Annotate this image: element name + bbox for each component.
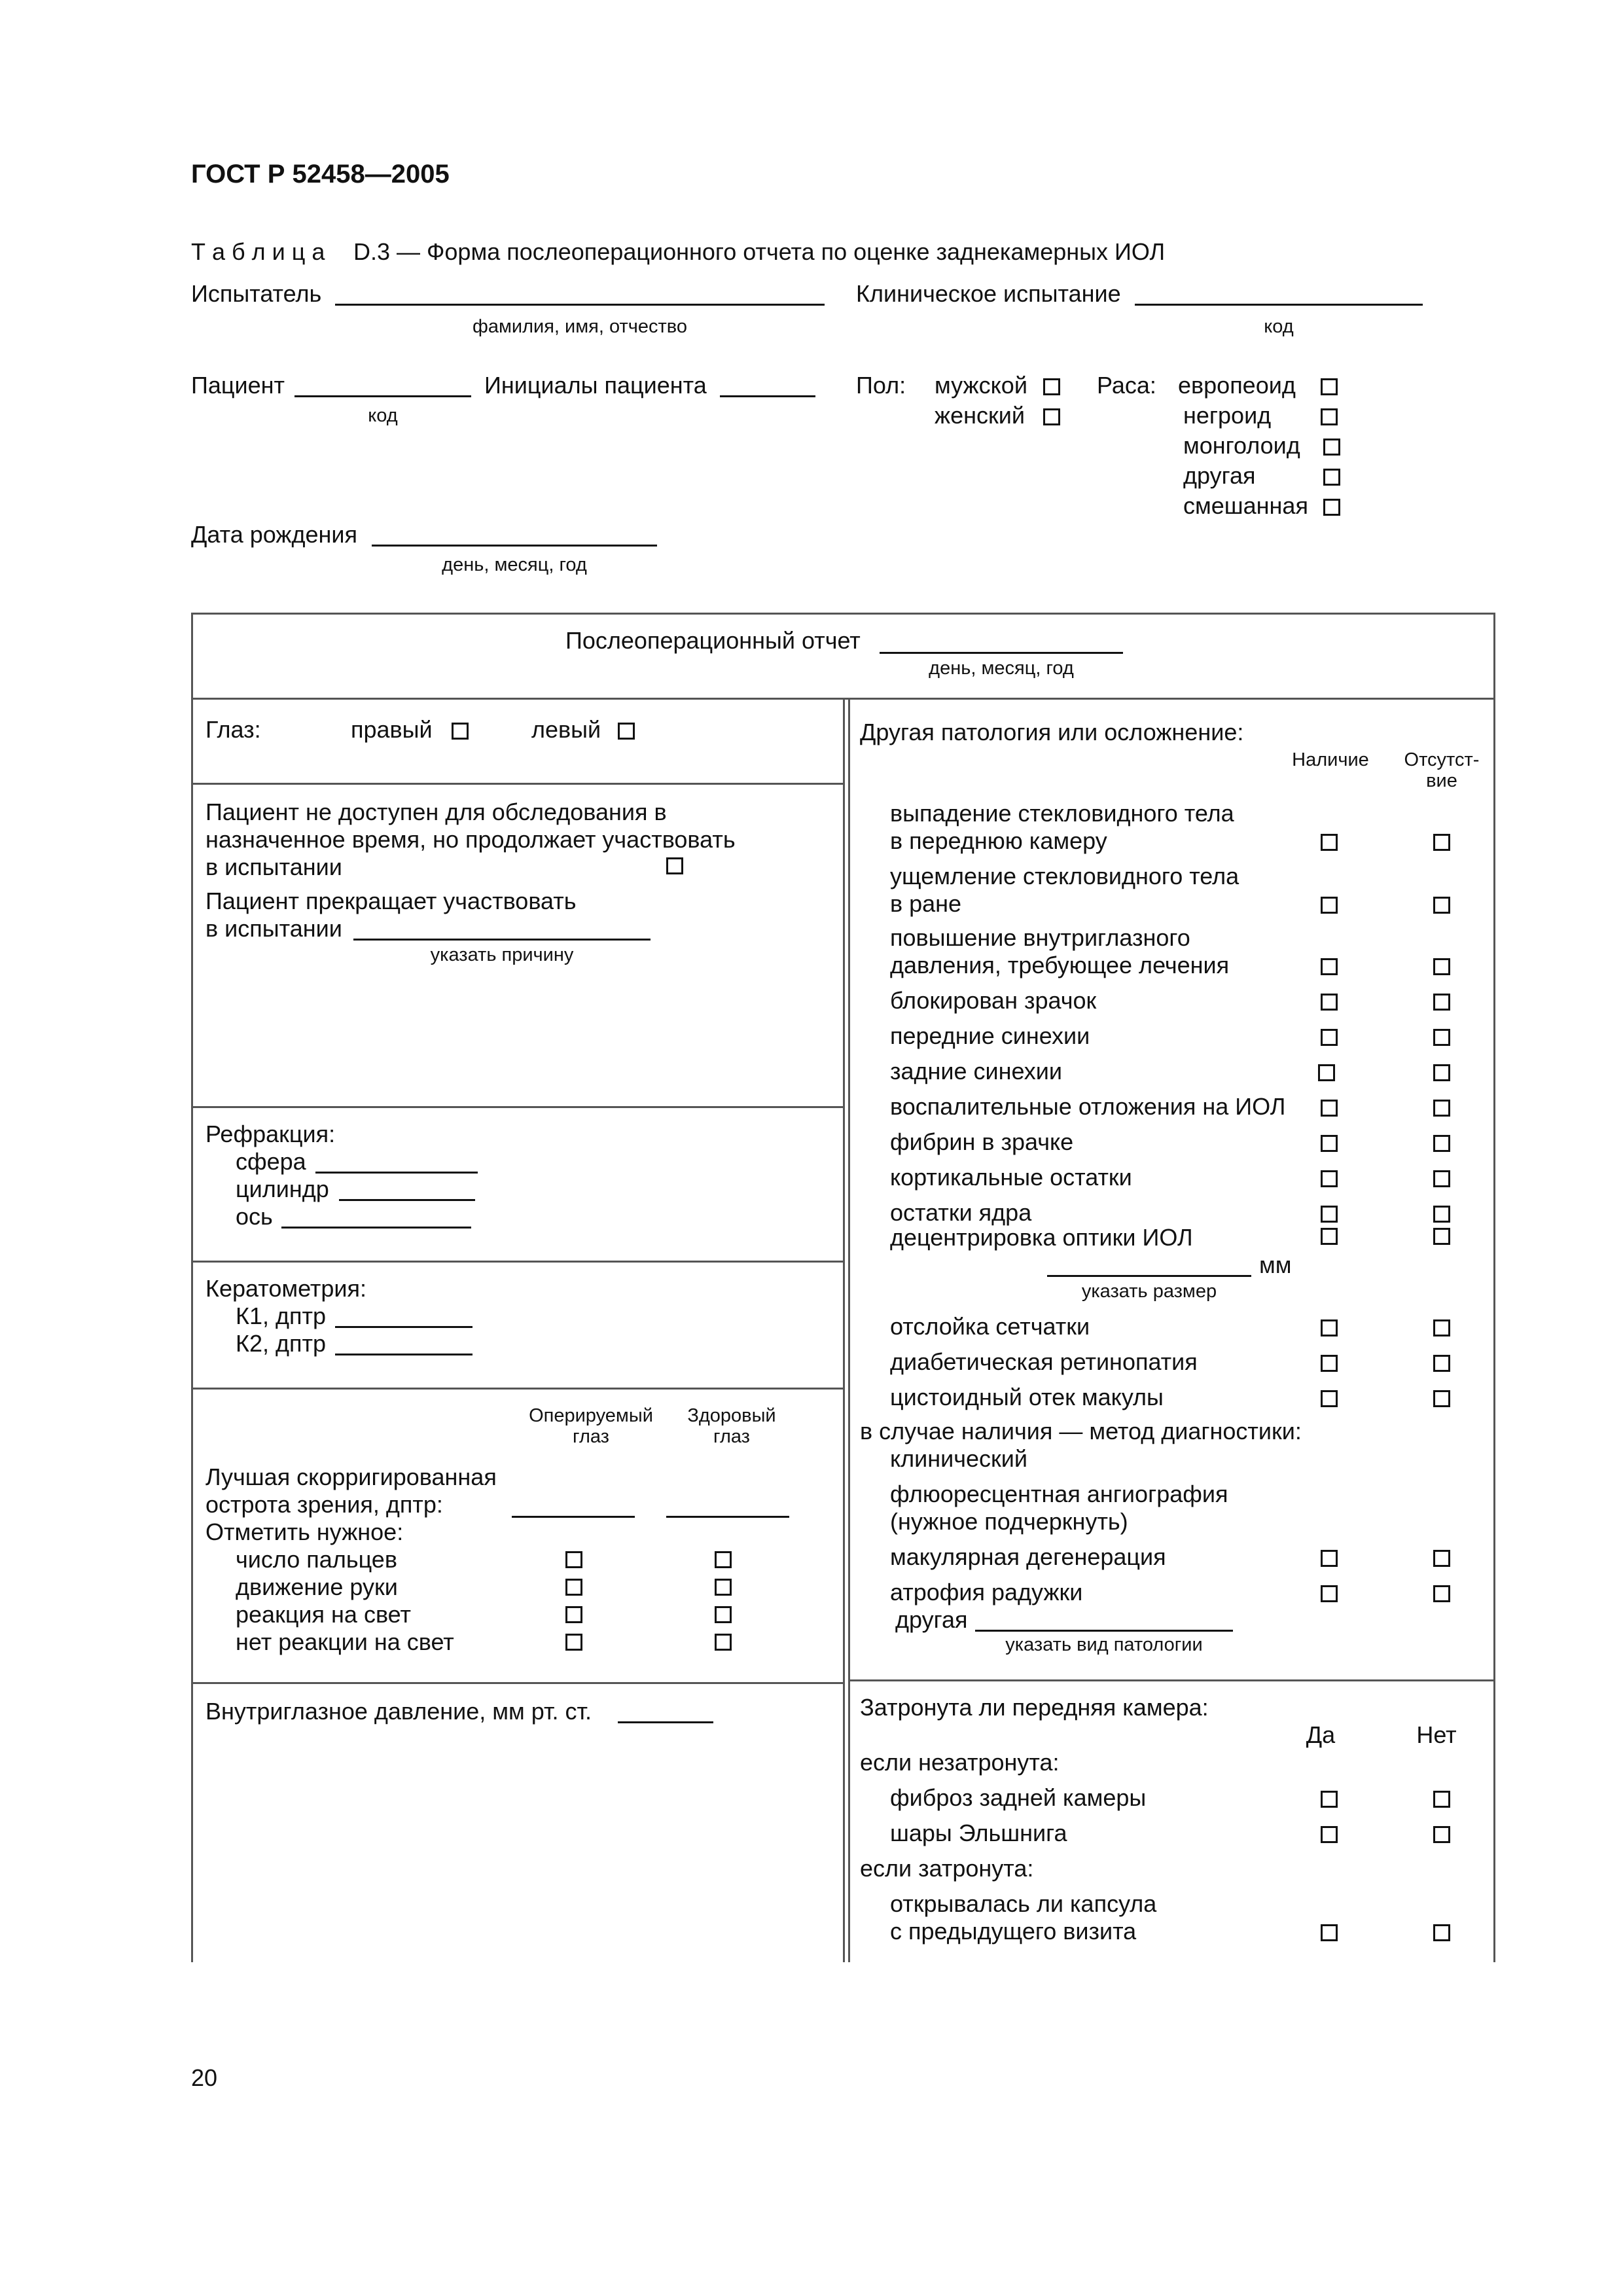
pathology-item-label: блокирован зрачок [890, 987, 1097, 1014]
present-checkbox[interactable] [1318, 1064, 1335, 1081]
acuity-healthy-checkbox[interactable] [715, 1551, 732, 1568]
absent-checkbox[interactable] [1433, 1206, 1450, 1223]
iop-label: Внутриглазное давление, мм рт. ст. [205, 1698, 592, 1725]
present-checkbox[interactable] [1321, 1355, 1338, 1372]
tester-name-field[interactable] [335, 304, 825, 306]
pathology-item-label: передние синехии [890, 1022, 1090, 1049]
healthy-eye-header: глаз [713, 1426, 750, 1447]
acuity-operated-checkbox[interactable] [565, 1579, 582, 1596]
keratometry-label: Кератометрия: [205, 1275, 367, 1302]
chamber-label: Затронута ли передняя камера: [860, 1694, 1209, 1721]
table-border-left [191, 613, 193, 1962]
chamber-item-label: открывалась ли капсула [890, 1890, 1157, 1917]
section-divider [191, 1106, 844, 1108]
diagnostics-option[interactable]: флюоресцентная ангиография [890, 1480, 1228, 1507]
absent-checkbox[interactable] [1433, 1170, 1450, 1187]
acuity-operated-checkbox[interactable] [565, 1606, 582, 1623]
affected-label: если затронута: [860, 1855, 1034, 1882]
acuity-healthy-checkbox[interactable] [715, 1579, 732, 1596]
absent-checkbox[interactable] [1433, 1355, 1450, 1372]
report-label: Послеоперационный отчет [565, 627, 861, 654]
other-pathology-field[interactable] [975, 1630, 1233, 1632]
availability-text: назначенное время, но продолжает участвовать [205, 826, 736, 853]
present-checkbox[interactable] [1321, 1029, 1338, 1046]
report-date-field[interactable] [880, 652, 1123, 654]
absent-checkbox[interactable] [1433, 1319, 1450, 1336]
race-checkbox[interactable] [1323, 469, 1340, 486]
table-border-right [1493, 613, 1495, 1962]
mm-unit: мм [1259, 1251, 1292, 1278]
patient-hint: код [368, 405, 398, 426]
k1-field[interactable] [335, 1326, 473, 1328]
standard-number: ГОСТ Р 52458—2005 [191, 160, 450, 188]
eye-left-label: левый [531, 716, 601, 743]
sex-label: Пол: [856, 372, 906, 399]
acuity-option-label: нет реакции на свет [236, 1628, 454, 1655]
k1-label: К1, дптр [236, 1302, 327, 1329]
absent-checkbox[interactable] [1433, 994, 1450, 1011]
decentration-size-field[interactable] [1047, 1275, 1251, 1277]
acuity-option-label: число пальцев [236, 1546, 397, 1573]
absent-checkbox[interactable] [1433, 834, 1450, 851]
table-caption-title: D.3 — Форма послеоперационного отчета по оценке заднекамерных ИОЛ [353, 238, 1166, 265]
no-checkbox[interactable] [1433, 1924, 1450, 1941]
present-checkbox[interactable] [1321, 1100, 1338, 1117]
column-divider [848, 698, 850, 1962]
sex-male-label: мужской [935, 372, 1027, 399]
refraction-label: Рефракция: [205, 1121, 336, 1147]
pathology-item-label: диабетическая ретинопатия [890, 1348, 1198, 1375]
column-divider [843, 698, 845, 1962]
pathology-item-label: в ране [890, 890, 962, 917]
present-checkbox[interactable] [1321, 834, 1338, 851]
absent-checkbox[interactable] [1433, 1064, 1450, 1081]
pathology-item-label: повышение внутриглазного [890, 924, 1190, 951]
no-checkbox[interactable] [1433, 1826, 1450, 1843]
k2-label: К2, дптр [236, 1330, 327, 1357]
section-divider [191, 1261, 844, 1263]
cylinder-label: цилиндр [236, 1175, 329, 1202]
acuity-operated-checkbox[interactable] [565, 1551, 582, 1568]
operated-eye-header: Оперируемый [529, 1405, 653, 1426]
section-divider [191, 1388, 844, 1390]
race-checkbox[interactable] [1323, 499, 1340, 516]
healthy-eye-header: Здоровый [687, 1405, 776, 1426]
pathology-item-label: воспалительные отложения на ИОЛ [890, 1093, 1286, 1120]
yes-column-header: Да [1306, 1721, 1336, 1748]
no-checkbox[interactable] [1433, 1791, 1450, 1808]
section-divider [191, 783, 844, 785]
diagnostics-label: в случае наличия — метод диагностики: [860, 1418, 1302, 1444]
no-column-header: Нет [1416, 1721, 1457, 1748]
axis-field[interactable] [281, 1227, 471, 1229]
other-pathology-label: другая [895, 1606, 968, 1633]
pathology-item-label: в переднюю камеру [890, 827, 1107, 854]
birth-hint: день, месяц, год [442, 554, 587, 575]
report-hint: день, месяц, год [929, 658, 1074, 679]
acuity-healthy-checkbox[interactable] [715, 1606, 732, 1623]
other-pathology-hint: указать вид патологии [1005, 1634, 1203, 1655]
present-checkbox[interactable] [1321, 1206, 1338, 1223]
absent-checkbox[interactable] [1433, 1100, 1450, 1117]
absent-column-header: вие [1426, 770, 1457, 791]
yes-checkbox[interactable] [1321, 1924, 1338, 1941]
present-checkbox[interactable] [1321, 1585, 1338, 1602]
availability-text: Пациент не доступен для обследования в [205, 798, 667, 825]
pathology-item-label: фибрин в зрачке [890, 1128, 1074, 1155]
pathology-item-label: децентрировка оптики ИОЛ [890, 1224, 1193, 1251]
acuity-option-label: движение руки [236, 1573, 398, 1600]
sphere-label: сфера [236, 1148, 306, 1175]
pathology-item-label: ущемление стекловидного тела [890, 863, 1240, 889]
page-number: 20 [191, 2064, 218, 2091]
pathology-item-label: задние синехии [890, 1058, 1062, 1085]
present-checkbox[interactable] [1321, 897, 1338, 914]
pathology-item-label: кортикальные остатки [890, 1164, 1132, 1191]
availability-text: в испытании [205, 853, 342, 880]
absent-checkbox[interactable] [1433, 1550, 1450, 1567]
best-acuity-label: острота зрения, дптр: [205, 1491, 443, 1518]
pathology-item-label: выпадение стекловидного тела [890, 800, 1234, 827]
trial-code-field[interactable] [1135, 304, 1423, 306]
yes-checkbox[interactable] [1321, 1826, 1338, 1843]
yes-checkbox[interactable] [1321, 1791, 1338, 1808]
eye-left-checkbox[interactable] [618, 723, 635, 740]
birth-label: Дата рождения [191, 521, 357, 548]
withdrawal-hint: указать причину [430, 944, 574, 965]
pathology-item-label: атрофия радужки [890, 1579, 1083, 1605]
absent-checkbox[interactable] [1433, 1135, 1450, 1152]
not-affected-label: если незатронута: [860, 1749, 1060, 1776]
acuity-healthy-field[interactable] [666, 1516, 789, 1518]
pathology-item-label: остатки ядра [890, 1199, 1032, 1226]
section-divider [191, 1682, 844, 1684]
race-option-label: европеоид [1178, 372, 1296, 399]
operated-eye-header: глаз [573, 1426, 609, 1447]
present-checkbox[interactable] [1321, 1135, 1338, 1152]
acuity-option-label: реакция на свет [236, 1601, 411, 1628]
absent-checkbox[interactable] [1433, 1585, 1450, 1602]
sex-female-label: женский [935, 402, 1025, 429]
patient-label: Пациент [191, 372, 285, 399]
chamber-item-label: с предыдущего визита [890, 1918, 1137, 1945]
sex-female-checkbox[interactable] [1043, 408, 1060, 425]
acuity-healthy-checkbox[interactable] [715, 1634, 732, 1651]
absent-checkbox[interactable] [1433, 1228, 1450, 1245]
axis-label: ось [236, 1203, 273, 1230]
table-caption-word: Т а б л и ц а [191, 238, 325, 265]
present-checkbox[interactable] [1321, 1170, 1338, 1187]
patient-code-field[interactable] [294, 395, 471, 397]
present-checkbox[interactable] [1321, 1228, 1338, 1245]
trial-label: Клиническое испытание [856, 280, 1121, 307]
diagnostics-option[interactable]: клинический [890, 1445, 1028, 1472]
present-checkbox[interactable] [1321, 1390, 1338, 1407]
mark-label: Отметить нужное: [205, 1518, 404, 1545]
present-checkbox[interactable] [1321, 1550, 1338, 1567]
acuity-operated-field[interactable] [512, 1516, 635, 1518]
tester-hint: фамилия, имя, отчество [472, 316, 688, 337]
iop-field[interactable] [618, 1721, 713, 1723]
chamber-item-label: шары Эльшнига [890, 1820, 1067, 1846]
acuity-operated-checkbox[interactable] [565, 1634, 582, 1651]
initials-label: Инициалы пациента [484, 372, 707, 399]
absent-column-header: Отсутст- [1404, 749, 1480, 770]
withdrawal-text: Пациент прекращает участвовать [205, 888, 577, 914]
table-border-top [191, 613, 1495, 615]
sex-male-checkbox[interactable] [1043, 378, 1060, 395]
section-divider [848, 1679, 1495, 1681]
withdrawal-reason-field[interactable] [353, 939, 651, 941]
size-hint: указать размер [1081, 1281, 1217, 1302]
best-acuity-label: Лучшая скорригированная [205, 1463, 497, 1490]
sphere-field[interactable] [315, 1172, 478, 1174]
absent-checkbox[interactable] [1433, 958, 1450, 975]
pathology-item-label: цистоидный отек макулы [890, 1384, 1164, 1410]
absent-checkbox[interactable] [1433, 897, 1450, 914]
present-checkbox[interactable] [1321, 994, 1338, 1011]
trial-hint: код [1264, 316, 1294, 337]
race-checkbox[interactable] [1321, 378, 1338, 395]
withdrawal-text: в испытании [205, 915, 342, 942]
tester-label: Испытатель [191, 280, 322, 307]
eye-right-label: правый [351, 716, 433, 743]
chamber-item-label: фиброз задней камеры [890, 1784, 1147, 1811]
pathology-label: Другая патология или осложнение: [860, 719, 1244, 745]
race-option-label: другая [1183, 462, 1256, 489]
present-checkbox[interactable] [1321, 1319, 1338, 1336]
diagnostics-note: (нужное подчеркнуть) [890, 1508, 1128, 1535]
pathology-item-label: давления, требующее лечения [890, 952, 1230, 978]
birth-date-field[interactable] [372, 545, 657, 547]
present-column-header: Наличие [1292, 749, 1369, 770]
race-label: Раса: [1097, 372, 1156, 399]
race-option-label: негроид [1183, 402, 1272, 429]
pathology-item-label: отслойка сетчатки [890, 1313, 1090, 1340]
eye-right-checkbox[interactable] [452, 723, 469, 740]
initials-field[interactable] [720, 395, 815, 397]
availability-checkbox[interactable] [666, 857, 683, 874]
race-option-label: монголоид [1183, 432, 1300, 459]
present-checkbox[interactable] [1321, 958, 1338, 975]
k2-field[interactable] [335, 1354, 473, 1355]
absent-checkbox[interactable] [1433, 1029, 1450, 1046]
pathology-item-label: макулярная дегенерация [890, 1543, 1166, 1570]
absent-checkbox[interactable] [1433, 1390, 1450, 1407]
cylinder-field[interactable] [339, 1199, 475, 1201]
race-checkbox[interactable] [1321, 408, 1338, 425]
race-checkbox[interactable] [1323, 439, 1340, 456]
race-option-label: смешанная [1183, 492, 1308, 519]
eye-label: Глаз: [205, 716, 261, 743]
